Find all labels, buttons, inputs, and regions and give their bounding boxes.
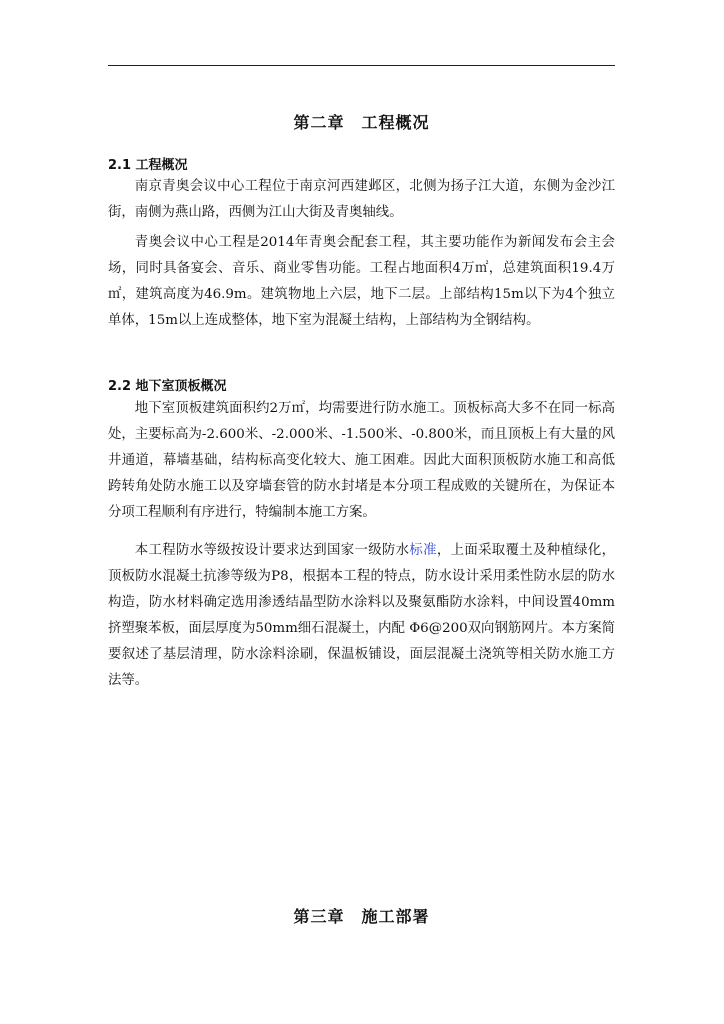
header-rule bbox=[108, 65, 615, 66]
chapter-3-title: 第三章 施工部署 bbox=[293, 907, 430, 926]
section-2-2-heading: 2.2 地下室顶板概况 bbox=[108, 379, 227, 394]
paragraph-text-before-link: 本工程防水等级按设计要求达到国家一级防水 bbox=[134, 543, 410, 558]
chapter-2-title: 第二章 工程概况 bbox=[293, 113, 430, 132]
paragraph-text-after-link: ，上面采取覆土及种植绿化，顶板防水混凝土抗渗等级为P8，根据本工程的特点，防水设计采用柔性防水层的防水构造，防水材料确定选用渗透结晶型防水涂料以及聚氨酯防水涂料，中间设置40mm挤塑聚苯板，面层厚度为50mm细石混凝土，内配 Φ6@200双向钢筋网片。本方案简要叙述了基层清理，防水涂料涂刷，保温板铺设，面层混凝土浇筑等相关防水施工方法等。 bbox=[108, 543, 616, 688]
paragraph-roof-overview: 地下室顶板建筑面积约2万㎡，均需要进行防水施工。顶板标高大多不在同一标高处，主要标高为-2.600米、-2.000米、-1.500米、-0.800米，而且顶板上有大量的风井通道，幕墙基础，结构标高变化较大、施工困难。因此大面积顶板防水施工和高低跨转角处防水施工以及穿墙套管的防水封堵是本分项工程成败的关键所在，为保证本分项工程顺利有序进行，特编制本施工方案。 bbox=[108, 401, 615, 520]
paragraph-location: 南京青奥会议中心工程位于南京河西建邺区，北侧为扬子江大道，东侧为金沙江街，南侧为燕山路，西侧为江山大街及青奥轴线。 bbox=[108, 179, 615, 220]
paragraph-project-scope: 青奥会议中心工程是2014年青奥会配套工程，其主要功能作为新闻发布会主会场，同时具备宴会、音乐、商业零售功能。工程占地面积4万㎡，总建筑面积19.4万㎡，建筑高度为46.9m。建筑物地上六层，地下二层。上部结构15m以下为4个独立单体，15m以上连成整体，地下室为混凝土结构，上部结构为全钢结构。 bbox=[108, 235, 615, 328]
section-2-1-heading: 2.1 工程概况 bbox=[108, 158, 188, 173]
standard-link[interactable]: 标准 bbox=[409, 543, 437, 558]
paragraph-waterproof-design bbox=[108, 538, 615, 694]
